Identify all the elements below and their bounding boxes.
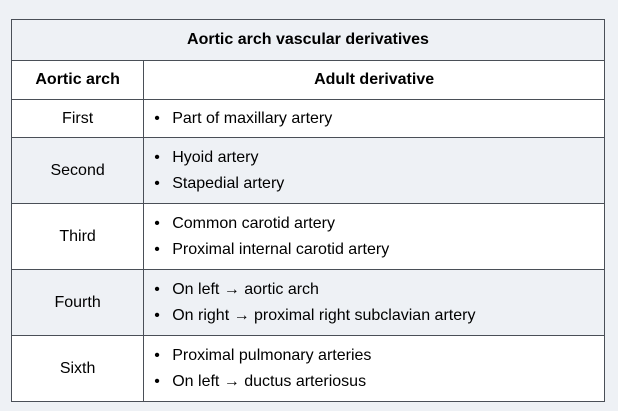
bullet-icon: • (154, 306, 160, 324)
derivative-list (154, 277, 604, 329)
list-item (154, 145, 604, 171)
derivative-list (154, 343, 604, 395)
list-item (154, 106, 604, 132)
arch-name-cell: First (12, 100, 144, 138)
derivative-text: Stapedial artery (172, 174, 285, 192)
derivative-cell (144, 204, 605, 270)
list-item (154, 303, 604, 329)
bullet-icon: • (154, 372, 160, 390)
table-row (12, 270, 605, 336)
derivative-text: On left → ductus arteriosus (172, 372, 367, 390)
list-item (154, 277, 604, 303)
bullet-icon: • (154, 346, 160, 364)
column-header-adult-derivative: Adult derivative (144, 61, 605, 100)
table-title: Aortic arch vascular derivatives (12, 20, 605, 61)
list-item (154, 369, 604, 395)
derivative-text: On left → aortic arch (172, 280, 319, 298)
arch-name-cell: Third (12, 204, 144, 270)
list-item (154, 343, 604, 369)
derivative-cell (144, 336, 605, 402)
derivative-cell (144, 100, 605, 138)
arch-name-cell: Fourth (12, 270, 144, 336)
table-row (12, 138, 605, 204)
derivative-text: On right → proximal right subclavian artery (172, 306, 476, 324)
list-item (154, 237, 604, 263)
list-item (154, 171, 604, 197)
table-row (12, 336, 605, 402)
table-row (12, 204, 605, 270)
derivative-text: Part of maxillary artery (172, 109, 333, 127)
arch-name-cell: Sixth (12, 336, 144, 402)
bullet-icon: • (154, 214, 160, 232)
column-header-aortic-arch: Aortic arch (12, 61, 144, 100)
bullet-icon: • (154, 148, 160, 166)
table-row (12, 100, 605, 138)
derivative-text: Hyoid artery (172, 148, 259, 166)
derivative-text: Proximal internal carotid artery (172, 240, 390, 258)
derivative-list (154, 145, 604, 197)
bullet-icon: • (154, 109, 160, 127)
derivative-cell (144, 138, 605, 204)
derivatives-table-container (11, 19, 605, 402)
bullet-icon: • (154, 280, 160, 298)
list-item (154, 211, 604, 237)
arch-name-cell: Second (12, 138, 144, 204)
derivative-text: Proximal pulmonary arteries (172, 346, 372, 364)
derivative-text: Common carotid artery (172, 214, 335, 232)
aortic-arch-table (11, 19, 605, 402)
bullet-icon: • (154, 174, 160, 192)
bullet-icon: • (154, 240, 160, 258)
derivative-list (154, 106, 604, 132)
derivative-cell (144, 270, 605, 336)
derivative-list (154, 211, 604, 263)
